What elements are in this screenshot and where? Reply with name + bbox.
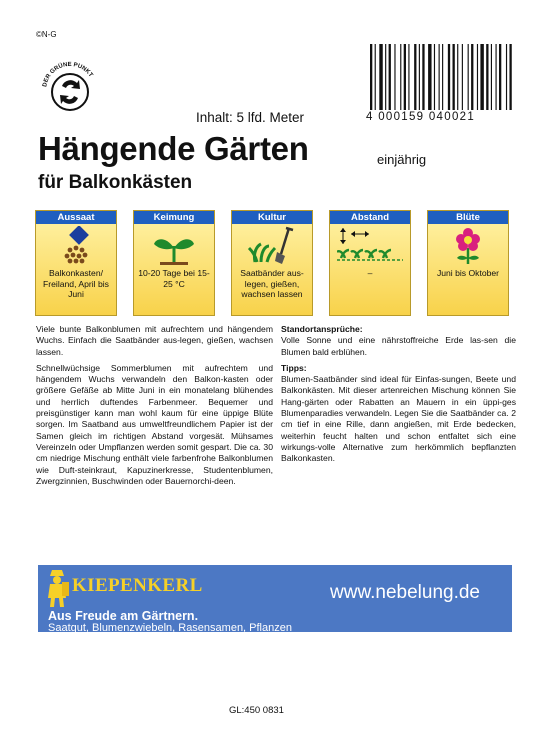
- info-box-text: Balkonkasten/ Freiland, April bis Juni: [43, 268, 109, 299]
- seedling-icon: [134, 224, 214, 268]
- gruener-punkt-logo: [36, 56, 104, 124]
- info-box-header: Kultur: [232, 211, 312, 224]
- barcode-number: 4 000159 040021: [366, 111, 476, 123]
- gl-code: GL:450 0831: [229, 705, 284, 716]
- info-box-keimung: [133, 210, 215, 316]
- shovel-plant-icon: [232, 224, 312, 268]
- standort-heading: Standortansprüche:: [281, 324, 363, 334]
- content-amount: Inhalt: 5 lfd. Meter: [196, 110, 305, 125]
- standort-text: Volle Sonne und eine nährstoffreiche Erde las-sen die Blumen bald erblühen.: [281, 335, 516, 357]
- barcode: [368, 44, 516, 110]
- tipps-heading: Tipps:: [281, 362, 307, 373]
- intro-paragraph: Viele bunte Balkonblumen mit aufrechtem und hängendem Wuchs. Einfach die Saatbänder aus-legen, gießen, wachsen lassen.: [36, 324, 273, 357]
- product-range: Saatgut, Blumenzwiebeln, Rasensamen, Pflanzen: [48, 622, 292, 634]
- svg-text:DER GRÜNE PUNKT: DER GRÜNE PUNKT: [42, 61, 94, 88]
- product-tag: einjährig: [377, 152, 427, 167]
- flower-icon: [428, 224, 508, 268]
- tipps-text: Blumen-Saatbänder sind ideal für Einfas-sungen, Beete und Balkonkästen. Mit dieser artenreichen Mischung können Sie Hang-gärten oder Rabatten an Mauern in ein üppi-ges Blumenparadies verwandeln. Legen Sie die Saatbänder ca. 2 cm tief in eine Rille, dann angießen, mit Erde bedecken, weiterhin feucht halten und schon entfaltet sich eine wirkungs-volle Alternative zum herkömmlich bepflanzten Balkonkasten.: [281, 374, 516, 464]
- website-link[interactable]: www.nebelung.de: [330, 582, 480, 603]
- description-left-column: [36, 324, 273, 492]
- product-subtitle: für Balkonkästen: [38, 172, 193, 193]
- info-box-bluete: [427, 210, 509, 316]
- brand-slogan: Aus Freude am Gärtnern.: [48, 609, 199, 623]
- info-box-aussaat: [35, 210, 117, 316]
- description-paragraph: Schnellwüchsige Sommerblumen mit aufrechtem und hängendem Wuchs verwandeln den Balkon-kasten oder größere Gefäße ab Mitte Juni in ein monatelang blühendes und herrlich duftendes Farbenmeer. Bequemer und preisgünstiger kann man wohl kaum für eine üppige Blüte sorgen. Im Saatband aus umweltfreundlichem Papier ist der Samen gleich im richtigen Abstand vorgesät. Mühsames Vereinzeln oder Umpflanzen werden somit gespart. Die ca. 30 cm niedrige Mischung enthält viele farbenfrohe Balkonblumen wie Duft-steinkraut, Kapuzinerkresse, Studentenblumen, Zwergzinnien, Buschwinden oder Bauernorchi-deen.: [36, 362, 273, 486]
- product-title: Hängende Gärten: [38, 130, 309, 167]
- brand-name: KIEPENKERL: [72, 575, 203, 596]
- kiepenkerl-figure-icon: [44, 568, 70, 608]
- copyright-notice: ©N-G: [36, 30, 57, 39]
- spacing-icon: [330, 224, 410, 268]
- info-box-text: Juni bis Oktober: [436, 268, 500, 278]
- info-box-header: Blüte: [428, 211, 508, 224]
- info-box-abstand: [329, 210, 411, 316]
- info-box-header: Aussaat: [36, 211, 116, 224]
- seed-bag-icon: [36, 224, 116, 268]
- info-box-kultur: [231, 210, 313, 316]
- info-box-text: 10-20 Tage bei 15-25 °C: [138, 268, 210, 289]
- info-box-header: Keimung: [134, 211, 214, 224]
- description-right-column: [281, 324, 516, 470]
- info-box-text: –: [367, 268, 373, 278]
- info-box-header: Abstand: [330, 211, 410, 224]
- info-box-text: Saatbänder aus-legen, gießen, wachsen lassen: [240, 268, 304, 299]
